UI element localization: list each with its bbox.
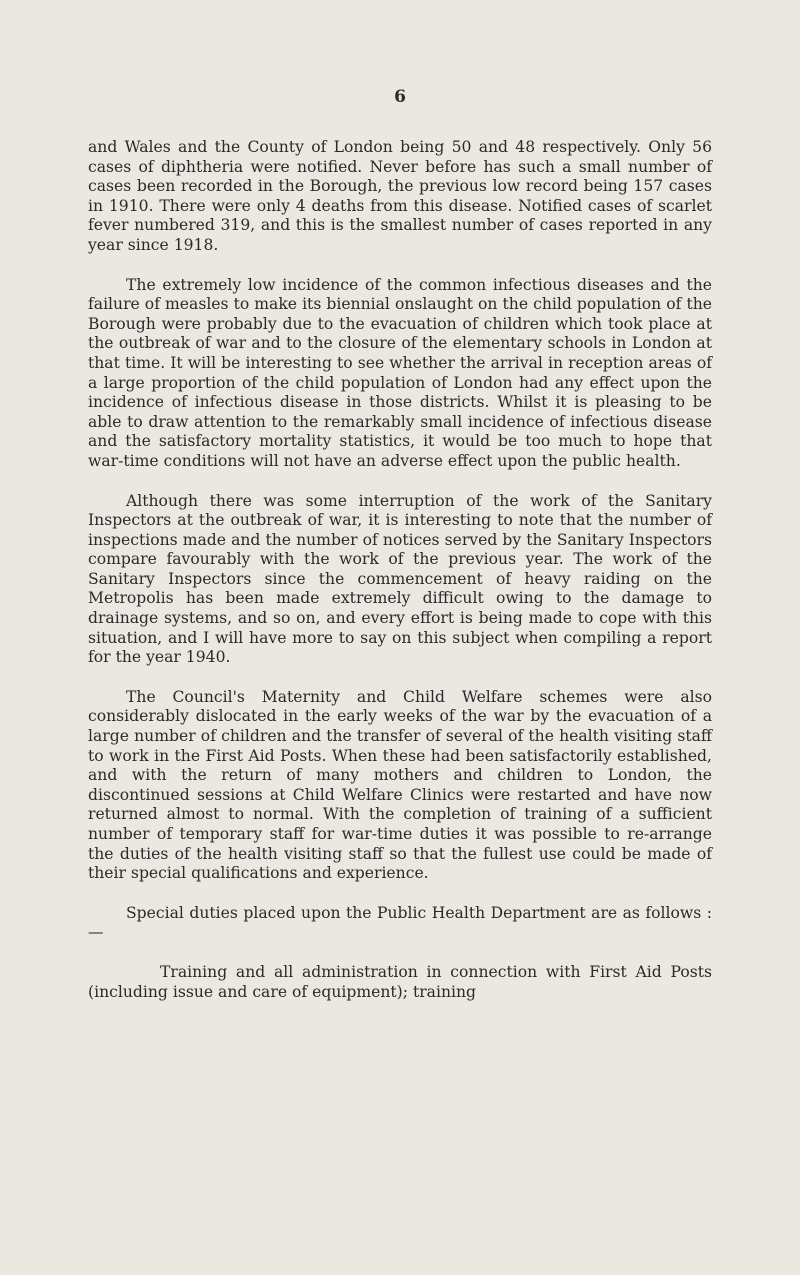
page-number: 6 xyxy=(394,87,406,107)
paragraph-diphtheria-scarlet-fever: and Wales and the County of London being 50 and 48 respectively. Only 56 cases of diphtheria were notified. Never before has such a small number of cases been recorded in the Borough, the previous low record being 157 cases in 1910. There were only 4 deaths from this disease. Notified cases of scarlet fever numbered 319, and this is the smallest number of cases reported in any year since 1918. xyxy=(88,138,712,254)
paragraph-sanitary-inspectors: Although there was some interruption of the work of the Sanitary Inspectors at the outbreak of war, it is interesting to note that the number of inspections made and the number of notices served by the Sanitary Inspectors compare favourably with the work of the previous year. The work of the Sanitary Inspectors since the commencement of heavy raiding on the Metropolis has been made extremely difficult owing to the damage to drainage systems, and so on, and every effort is being made to cope with this situation, and I will have more to say on this subject when compiling a report for the year 1940. xyxy=(88,491,712,667)
document-body xyxy=(88,138,712,1002)
paragraph-special-duties-item: Training and all administration in connection with First Aid Posts (including issue and care of equipment); training xyxy=(88,962,712,1001)
paragraph-special-duties-intro: Special duties placed upon the Public Health Department are as follows :— xyxy=(88,903,712,942)
paragraph-infectious-diseases: The extremely low incidence of the common infectious diseases and the failure of measles to make its biennial onslaught on the child population of the Borough were probably due to the evacuation of children which took place at the outbreak of war and to the closure of the elementary schools in London at that time. It will be interesting to see whether the arrival in reception areas of a large proportion of the child population of London had any effect upon the incidence of infectious disease in those districts. Whilst it is pleasing to be able to draw attention to the remarkably small incidence of infectious disease and the satisfactory mortality statistics, it would be too much to hope that war-time conditions will not have an adverse effect upon the public health. xyxy=(88,275,712,470)
paragraph-maternity-child-welfare: The Council's Maternity and Child Welfare schemes were also considerably dislocated in the early weeks of the war by the evacuation of a large number of children and the transfer of several of the health visiting staff to work in the First Aid Posts. When these had been satisfactorily established, and with the return of many mothers and children to London, the discontinued sessions at Child Welfare Clinics were restarted and have now returned almost to normal. With the completion of training of a sufficient number of temporary staff for war-time duties it was possible to re-arrange the duties of the health visiting staff so that the fullest use could be made of their special qualifications and experience. xyxy=(88,687,712,883)
